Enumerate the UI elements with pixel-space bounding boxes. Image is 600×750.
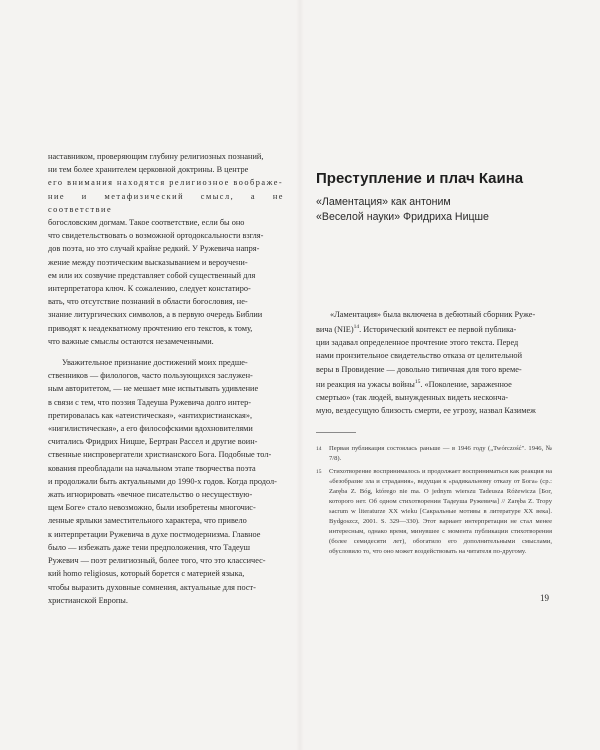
footnote <box>316 444 552 464</box>
text-line: мую, вездесущую близость смерти, ее угрозу, назвал Казимеж <box>316 405 536 415</box>
left-paragraph-2 <box>48 356 284 607</box>
text-line: смертью» (так людей, вынужденных видеть несконча- <box>316 392 509 402</box>
text-line: жать игнорировать «вечное писательство о несуществую- <box>48 490 253 500</box>
left-page-text <box>48 150 284 607</box>
text-line: ленные ярлыки заместительного характера, что привело <box>48 516 247 526</box>
text-line: ни тем более хранителем церковной доктрины. В центре <box>48 165 249 175</box>
text-line: нами пронзительное свидетельство отказа от целительной <box>316 351 523 361</box>
footnote-ref[interactable]: 15 <box>414 378 421 385</box>
text-line: ственников — филологов, часто пользующихся заслужен- <box>48 371 253 381</box>
text-line: считались Фридрих Ницше, Бертран Рассел и другие воин- <box>48 437 258 447</box>
text-line: христианской Европы. <box>48 595 128 605</box>
text-line: ние и метафизический смысл, а не соответствие <box>48 191 284 214</box>
text-line: интерпретатора ключ. К сожалению, следует констатиро- <box>48 284 251 294</box>
text-line: ным авторитетом, — не мешает мне испытывать удивление <box>48 384 259 394</box>
text-line: дов поэта, но это случай крайне редкий. У Ружевича напря- <box>48 244 260 254</box>
text-line: чтобы выразить духовные сомнения, актуальные для пост- <box>48 582 256 592</box>
page-number: 19 <box>540 593 549 603</box>
text-line: его внимания находятся религиозное воображе- <box>48 178 284 188</box>
footnote <box>316 467 552 557</box>
paragraph-gap <box>48 348 284 356</box>
text-line: приводят к неадекватному прочтению его текстов, к тому, <box>48 323 253 333</box>
text-line: знание литургических символов, а в первую очередь Библии <box>48 310 263 320</box>
text-line: и продолжали быть актуальными до 1990-х годов. Когда продол- <box>48 476 277 486</box>
left-paragraph-1 <box>48 150 284 348</box>
text-line: претировалась как «атеистическая», «антихристианская», <box>48 410 253 420</box>
subtitle-line: «Веселой науки» Фридриха Ницше <box>316 211 489 223</box>
text-line: что важные смыслы остаются незамеченными. <box>48 336 214 346</box>
right-page-text <box>316 308 552 417</box>
text-line: «нигилистическая», а его философскими вдохновителями <box>48 424 253 434</box>
text-line: веры в Провидение — довольно типичная для того време- <box>316 364 522 374</box>
text-line <box>316 321 552 336</box>
text-line: наставником, проверяющим глубину религиозных познаний, <box>48 152 264 161</box>
text-line: ем или их созвучие представляет собой существенный для <box>48 270 256 280</box>
text-fragment: вича (NIE) <box>316 324 354 334</box>
chapter-title: Преступление и плач Каина <box>316 170 524 187</box>
text-line: Уважительное признание достижений моих предше- <box>62 358 248 368</box>
text-line: жение между поэтическим высказыванием и вероучени- <box>48 257 248 267</box>
text-line <box>316 376 552 391</box>
text-line: вать, что отсутствие познаний в области богословия, не- <box>48 297 248 307</box>
text-line: «Ламентация» была включена в дебютный сборник Руже- <box>330 310 536 319</box>
chapter-subtitle <box>316 195 556 225</box>
text-line: кования преобладали на начальном этапе творчества поэта <box>48 463 256 473</box>
text-fragment: ни реакция на ужасы войны <box>316 379 415 389</box>
text-line: щем Боге» стало невозможно, были изобретены многочис- <box>48 503 256 513</box>
footnote-text: Первая публикация состоялась раньше — в 1946 году („Twórczość". 1946, № 7/8). <box>329 445 552 462</box>
footnote-separator <box>316 432 356 433</box>
text-line: Ружевич — поэт религиозный, более того, что это классичес- <box>48 556 266 566</box>
text-fragment: . «Поколение, зараженное <box>420 379 512 389</box>
text-fragment: . Исторический контекст ее первой публика- <box>359 324 517 334</box>
text-line: ственные ниспровергатели христианского Бога. Подобные тол- <box>48 450 272 460</box>
footnotes <box>316 444 552 560</box>
text-line: ции задавал определенное прочтение этого текста. Перед <box>316 338 519 348</box>
footnote-number: 14 <box>316 446 322 452</box>
text-line: богословским догмам. Такое соответствие, если бы оно <box>48 218 245 228</box>
text-line: кий homo religiosus, который борется с материей языка, <box>48 569 245 579</box>
text-line: было — избежать даже тени предположения, что Тадеуш <box>48 542 251 552</box>
subtitle-line: «Ламентация» как антоним <box>316 196 451 208</box>
text-line: что свидетельствовать о возможной ортодоксальности взгля- <box>48 231 264 241</box>
text-line: к интерпретации Ружевича в духе постмодернизма. Главное <box>48 529 261 539</box>
footnote-text: Стихотворение воспринималось и продолжает восприниматься как реакция на «безобразие зла и страдания», ведущая к «радикальному отказу от Бога» (ср.: Zaręba Z. Bóg, którego nie ma. O jednym wierszu Tadeusza Różewicza [Бог, которого нет. Об одном стихотворении Тадеуша Ружевича] // Zaręba Z. Tropy sacrum w literaturze XX wieku [Сакральные мотивы в литературе XX века]. Bydgoszcz, 2001. S. 329—330). Этот вариант интерпретации не стал менее интересным, однако время, минувшее с момента публикации стихотворения (более семидесяти лет), обогатило его дополнительными смыслами, обусловило то, что оно может воздействовать на читателя по-другому. <box>329 468 552 555</box>
footnote-number: 15 <box>316 469 322 475</box>
footnote-ref[interactable]: 14 <box>353 324 360 331</box>
book-gutter-shadow <box>296 0 304 750</box>
text-line: в связи с тем, что поэзия Тадеуша Ружевича долго интер- <box>48 397 252 407</box>
